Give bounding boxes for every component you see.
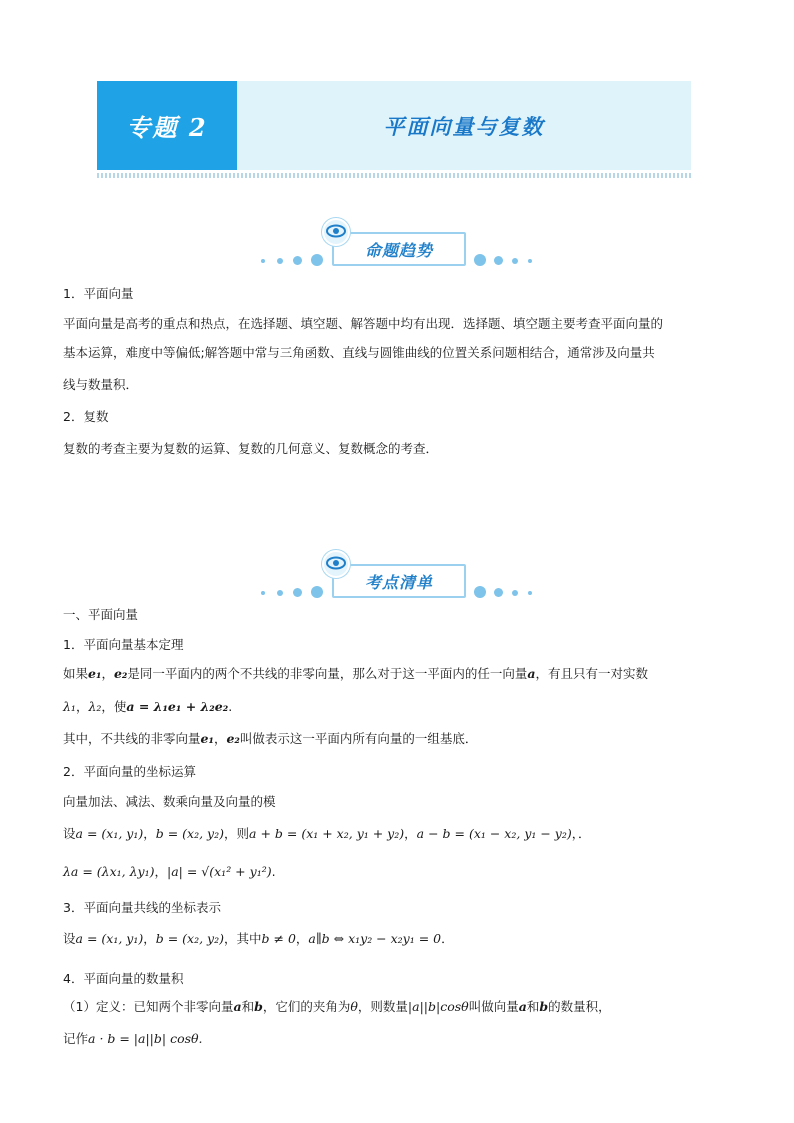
trend-paragraph-line: 线与数量积． (63, 377, 139, 392)
point-1-heading: 1．平面向量基本定理 (63, 637, 184, 652)
dot-product-notation: 记作a · b = |a||b| cosθ. (63, 1031, 203, 1046)
header-divider (97, 173, 691, 178)
eye-icon (322, 550, 350, 578)
banner-label: 考点清单 (332, 564, 466, 598)
trend-paragraph-line: 基本运算，难度中等偏低;解答题中常与三角函数、直线与圆锥曲线的位置关系问题相结合，通常涉及向量共 (63, 345, 655, 360)
section-banner-keypoints (255, 550, 545, 610)
topic-header (97, 81, 691, 170)
coord-ops-line-2: λa = (λx₁, λy₁)，|a| = √(x₁² + y₁²). (63, 864, 276, 879)
point-3-heading: 3．平面向量共线的坐标表示 (63, 900, 221, 915)
theorem-line-2: λ₁，λ₂，使a = λ₁e₁ + λ₂e₂. (63, 699, 233, 714)
dot-product-definition: （1）定义：已知两个非零向量a和b，它们的夹角为θ，则数量|a||b|cosθ叫做向量a和b的数量积， (63, 999, 611, 1014)
basis-line: 其中，不共线的非零向量e₁，e₂叫做表示这一平面内所有向量的一组基底． (63, 731, 478, 746)
topic-number-tag: 专题 2 (97, 81, 237, 170)
section-banner-trends (255, 218, 545, 278)
trend-paragraph-line: 复数的考查主要为复数的运算、复数的几何意义、复数概念的考查． (63, 441, 439, 456)
point-2-heading: 2．平面向量的坐标运算 (63, 764, 196, 779)
eye-icon (322, 218, 350, 246)
part-heading: 一、平面向量 (63, 607, 139, 622)
collinear-line: 设a = (x₁, y₁)，b = (x₂, y₂)，其中b ≠ 0，a∥b ⇔ x₁y₂ − x₂y₁ = 0． (63, 931, 454, 946)
trend-paragraph-line: 平面向量是高考的重点和热点，在选择题、填空题、解答题中均有出现．选择题、填空题主要考查平面向量的 (63, 316, 664, 331)
banner-label: 命题趋势 (332, 232, 466, 266)
point-4-heading: 4．平面向量的数量积 (63, 971, 184, 986)
topic-title: 平面向量与复数 (383, 113, 545, 139)
trend-section-1-heading: 1．平面向量 (63, 286, 134, 301)
trend-section-2-heading: 2．复数 (63, 409, 109, 424)
theorem-line-1: 如果e₁，e₂是同一平面内的两个不共线的非零向量，那么对于这一平面内的任一向量a，有且只有一对实数 (63, 666, 649, 681)
coord-ops-intro: 向量加法、减法、数乘向量及向量的模 (63, 794, 276, 809)
coord-ops-line-1: 设a = (x₁, y₁)，b = (x₂, y₂)，则a + b = (x₁ + x₂, y₁ + y₂)，a − b = (x₁ − x₂, y₁ − y₂)，． (63, 826, 591, 841)
